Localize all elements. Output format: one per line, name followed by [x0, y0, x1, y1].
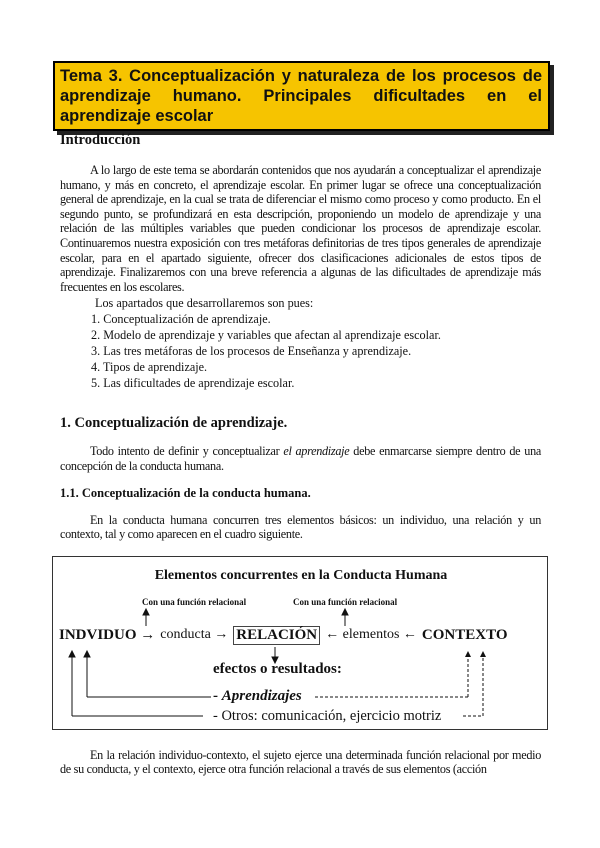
- text: debe enmarcarse siempre dentro de una concepción de la conducta humana.: [60, 444, 541, 473]
- sections-intro: Los apartados que desarrollaremos son pues:: [95, 296, 314, 311]
- elementos-label: ← elementos ←: [325, 627, 417, 643]
- conduct-diagram: [52, 556, 548, 730]
- list-item: 3. Las tres metáforas de los procesos de Enseñanza y aprendizaje.: [91, 344, 412, 359]
- diagram-title: Elementos concurrentes en la Conducta Humana: [154, 567, 448, 583]
- section1-paragraph: [60, 444, 541, 473]
- function-label-right: Con una función relacional: [293, 596, 398, 607]
- text: Todo intento de definir y conceptualizar: [90, 444, 284, 459]
- document-body: [60, 132, 541, 777]
- list-item: 4. Tipos de aprendizaje.: [91, 360, 208, 375]
- intro-paragraph: A lo largo de este tema se abordarán contenidos que nos ayudarán a conceptualizar el aprendizaje humano, y más en concreto, el aprendizaje escolar. En primer lugar se ofrece una conceptualización general de aprendizaje, en la cual se trata de diferenciar el mismo como proceso y como producto. En el segundo punto, se profundizará en esta descripción, proponiendo un modelo de aprendizaje y una relación de las múltiples variables que pueden condicionar los procesos de aprendizaje escolar. Continuaremos nuestra exposición con tres metáforas definitorias de tres tipos generales de aprendizaje escolar, para en el apartado siguiente, ofrecer dos clasificaciones adicionales de estos tipos de aprendizaje. Finalizaremos con una breve referencia a algunas de las dificultades de aprendizaje más frecuentes en los escolares.: [60, 163, 541, 294]
- conducta-label: conducta →: [160, 627, 229, 643]
- otros-item: - Otros: comunicación, ejercicio motriz: [213, 707, 442, 724]
- section1-heading: 1. Conceptualización de aprendizaje.: [60, 415, 288, 432]
- final-paragraph: En la relación individuo-contexto, el sujeto ejerce una determinada función relacional por medio de su conducta, y el contexto, ejerce otra función relacional a través de sus elementos (acción: [60, 747, 541, 777]
- emphasis: el aprendizaje: [283, 444, 350, 459]
- dash: -: [213, 687, 222, 704]
- list-item: 1. Conceptualización de aprendizaje.: [91, 312, 271, 327]
- subsection-heading: 1.1. Conceptualización de la conducta humana.: [60, 485, 311, 500]
- aprendizajes-item: [213, 688, 302, 705]
- function-label-left: Con una función relacional: [142, 596, 247, 607]
- diagram-main-row: [59, 626, 508, 645]
- efectos-label: efectos o resultados:: [213, 660, 342, 677]
- contexto-label: CONTEXTO: [421, 626, 508, 643]
- individuo-label: INDVIDUO →: [59, 626, 156, 643]
- relacion-box: RELACIÓN: [233, 626, 320, 645]
- subsection-paragraph: En la conducta humana concurren tres elementos básicos: un individuo, una relación y un contexto, tal y como aparecen en el cuadro siguiente.: [60, 512, 541, 542]
- sections-list: [91, 311, 541, 391]
- list-item: 2. Modelo de aprendizaje y variables que afectan al aprendizaje escolar.: [91, 328, 441, 343]
- page-title: Tema 3. Conceptualización y naturaleza de los procesos de aprendizaje humano. Principales dificultades en el aprendizaje escolar: [53, 61, 550, 131]
- intro-heading: Introducción: [60, 132, 141, 148]
- list-item: 5. Las dificultades de aprendizaje escolar.: [91, 376, 295, 391]
- aprendizajes-label: Aprendizajes: [221, 687, 302, 704]
